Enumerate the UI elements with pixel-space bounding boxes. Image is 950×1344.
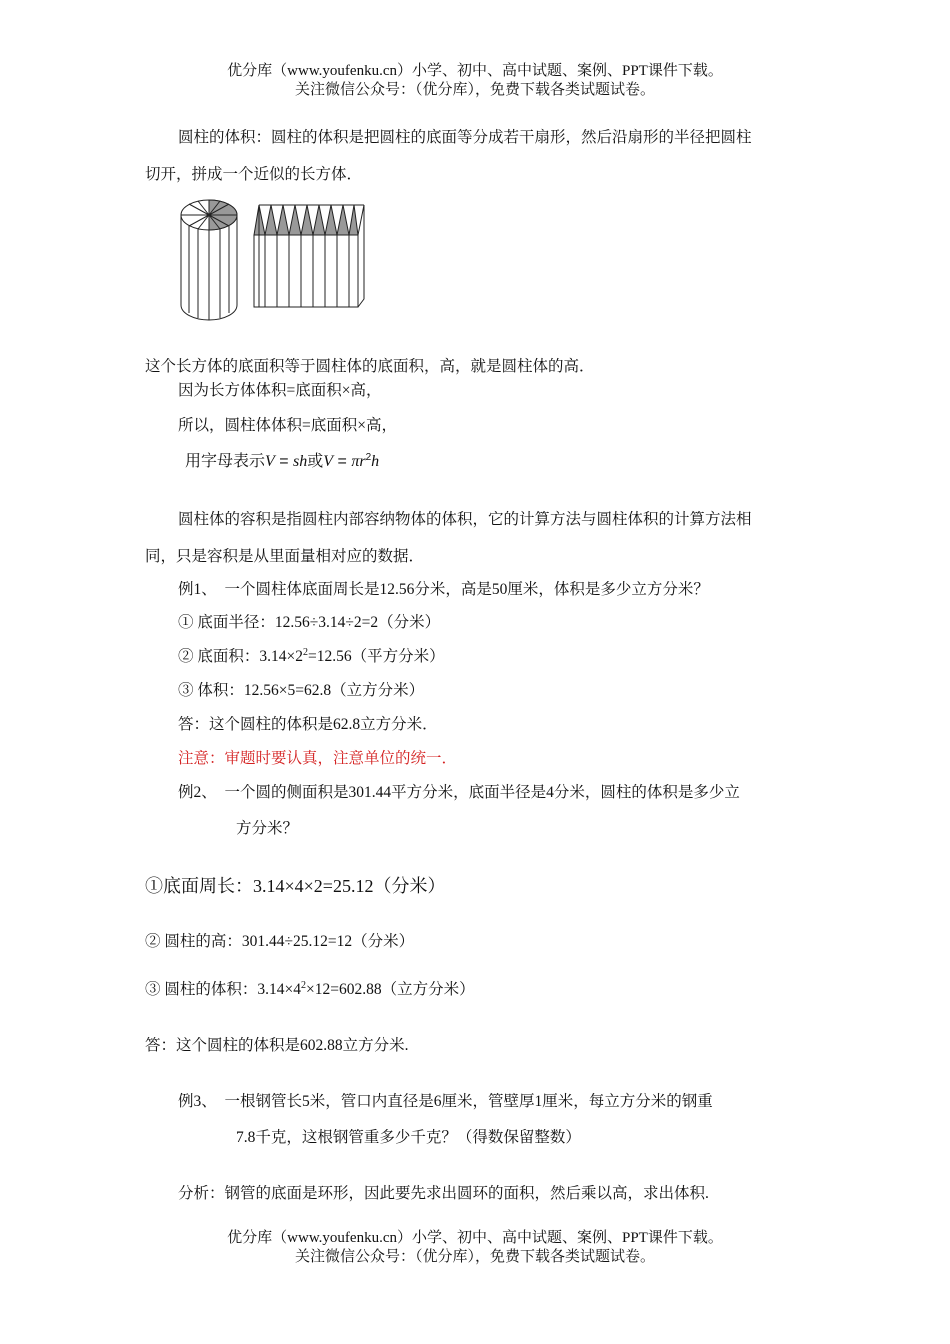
example-1-step-1: ① 底面半径：12.56÷3.14÷2=2（分米） bbox=[178, 614, 441, 631]
intro-paragraph-4: 所以，圆柱体体积=底面积×高， bbox=[178, 417, 397, 434]
example-3-title-line-2: 7.8千克，这根钢管重多少千克？（得数保留整数） bbox=[236, 1129, 581, 1146]
capacity-paragraph-line-2: 同，只是容积是从里面量相对应的数据． bbox=[145, 548, 425, 565]
formula-eq2: = bbox=[337, 453, 352, 470]
formula-or: 或 bbox=[307, 453, 324, 470]
cylinder-diagram bbox=[178, 193, 378, 323]
formula-line bbox=[185, 452, 379, 472]
example-1-step-2-a: ② 底面积：3.14×2 bbox=[178, 648, 303, 665]
header-line-2: 关注微信公众号：（优分库），免费下载各类试题试卷。 bbox=[294, 82, 655, 98]
example-1-step-3: ③ 体积：12.56×5=62.8（立方分米） bbox=[178, 682, 425, 699]
header-line-1: 优分库（www.youfenku.cn）小学、初中、高中试题、案例、PPT课件下载。 bbox=[227, 63, 723, 79]
example-2-step-3-exponent: 2 bbox=[301, 980, 306, 991]
example-3-analysis: 分析：钢管的底面是环形，因此要先求出圆环的面积，然后乘以高，求出体积. bbox=[178, 1185, 709, 1202]
example-2-step-3-a: ③ 圆柱的体积：3.14×4 bbox=[145, 981, 301, 998]
intro-paragraph-2: 这个长方体的底面积等于圆柱体的底面积，高，就是圆柱体的高． bbox=[145, 358, 595, 375]
example-2-step-3 bbox=[145, 980, 475, 1000]
cylinder-shape bbox=[181, 200, 237, 320]
capacity-paragraph-line-1: 圆柱体的容积是指圆柱内部容纳物体的体积，它的计算方法与圆柱体积的计算方法相 bbox=[178, 511, 752, 528]
example-3-title-line-1: 例3、 一根钢管长5米，管口内直径是6厘米，管壁厚1厘米，每立方分米的钢重 bbox=[178, 1093, 713, 1110]
example-2-step-1: ①底面周长：3.14×4×2=25.12（分米） bbox=[145, 876, 446, 896]
formula-pir: πr bbox=[351, 453, 366, 470]
formula-sh: sh bbox=[293, 453, 308, 470]
example-2-title-line-2: 方分米？ bbox=[236, 820, 299, 837]
example-2-step-2: ② 圆柱的高：301.44÷25.12=12（分米） bbox=[145, 933, 415, 950]
intro-paragraph-3: 因为长方体体积=底面积×高， bbox=[178, 382, 382, 399]
example-1-answer: 答：这个圆柱的体积是62.8立方分米． bbox=[178, 716, 438, 733]
example-1-step-2 bbox=[178, 647, 445, 667]
formula-prefix: 用字母表示 bbox=[185, 453, 266, 470]
example-2-answer: 答：这个圆柱的体积是602.88立方分米. bbox=[145, 1037, 409, 1054]
intro-paragraph-line-2: 切开，拼成一个近似的长方体． bbox=[145, 166, 363, 183]
footer-line-1: 优分库（www.youfenku.cn）小学、初中、高中试题、案例、PPT课件下载。 bbox=[227, 1230, 723, 1246]
formula-v2: V bbox=[323, 453, 334, 470]
cylinder-to-cuboid-figure bbox=[178, 193, 378, 328]
formula-v1: V bbox=[265, 453, 275, 470]
cuboid-shape bbox=[254, 205, 364, 307]
formula-h: h bbox=[371, 453, 380, 470]
example-2-title-line-1: 例2、 一个圆的侧面积是301.44平方分米，底面半径是4分米，圆柱的体积是多少立 bbox=[178, 784, 740, 801]
example-1-title: 例1、 一个圆柱体底面周长是12.56分米，高是50厘米，体积是多少立方分米？ bbox=[178, 581, 709, 598]
example-1-step-2-exponent: 2 bbox=[303, 647, 308, 658]
example-2-step-3-b: ×12=602.88（立方分米） bbox=[306, 981, 475, 998]
footer-line-2: 关注微信公众号：（优分库），免费下载各类试题试卷。 bbox=[294, 1249, 655, 1265]
formula-eq1: = bbox=[279, 453, 294, 470]
example-1-note: 注意：审题时要认真，注意单位的统一． bbox=[178, 750, 458, 767]
intro-paragraph-line-1: 圆柱的体积：圆柱的体积是把圆柱的底面等分成若干扇形，然后沿扇形的半径把圆柱 bbox=[178, 129, 752, 146]
formula-exponent: 2 bbox=[365, 452, 372, 463]
example-1-step-2-b: =12.56（平方分米） bbox=[308, 648, 445, 665]
